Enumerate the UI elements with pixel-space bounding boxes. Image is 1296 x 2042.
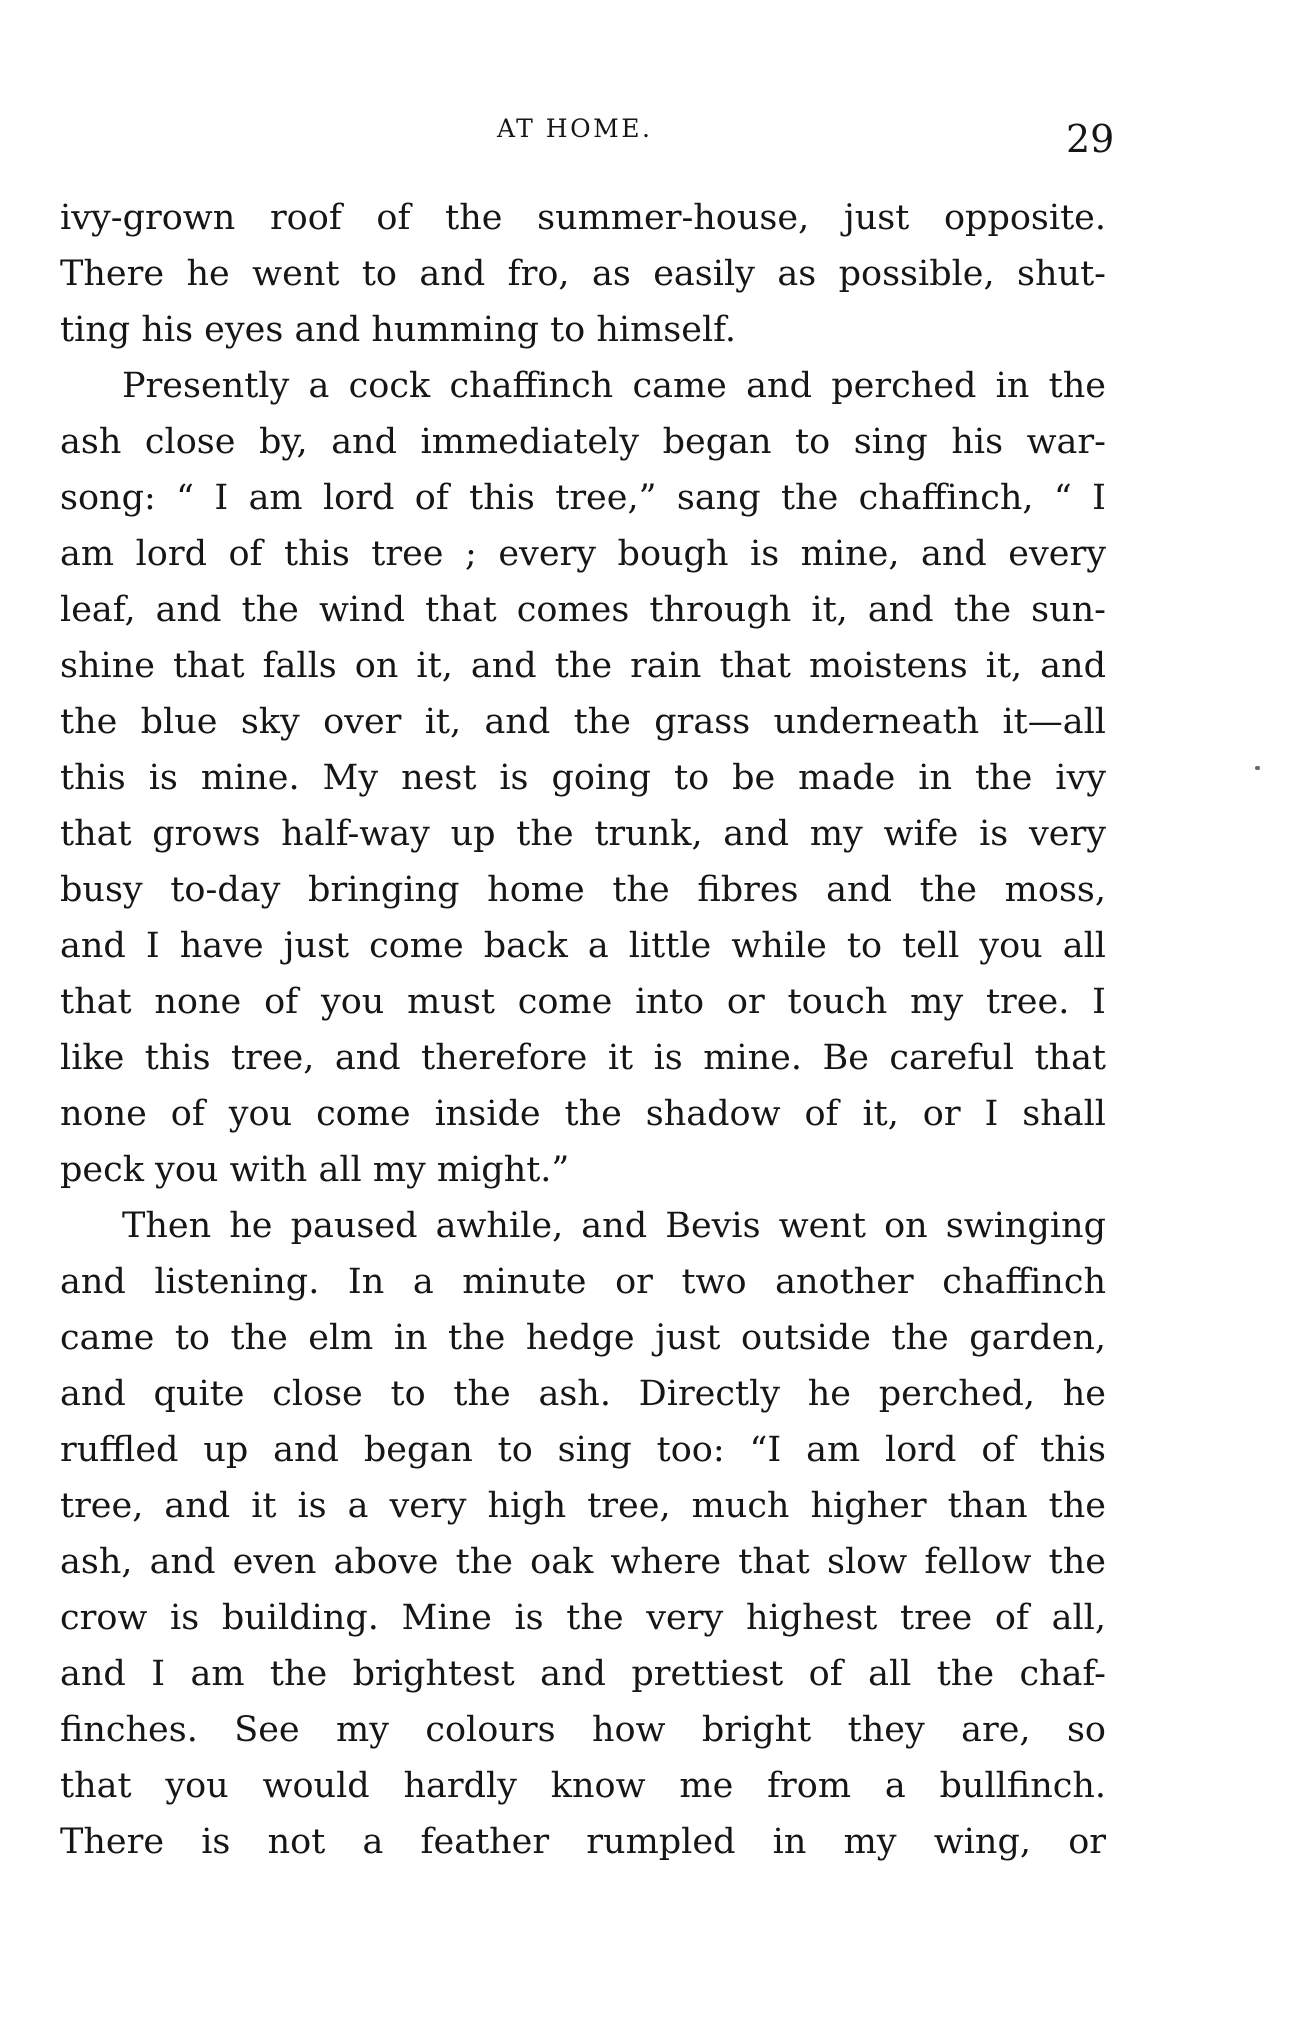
text-line: and quite close to the ash. Directly he perched, he bbox=[60, 1374, 1106, 1414]
text-line: and listening. In a minute or two another chaffinch bbox=[60, 1262, 1106, 1302]
text-line: and I have just come back a little while to tell you all bbox=[60, 926, 1106, 966]
text-line: There is not a feather rumpled in my wing, or bbox=[60, 1822, 1106, 1862]
text-line: am lord of this tree ; every bough is mine, and every bbox=[60, 534, 1106, 574]
paragraph-3 bbox=[60, 1198, 1106, 1870]
text-line: that none of you must come into or touch my tree. I bbox=[60, 982, 1106, 1022]
text-line: this is mine. My nest is going to be made in the ivy bbox=[60, 758, 1106, 798]
text-line: song: “ I am lord of this tree,” sang the chaffinch, “ I bbox=[60, 478, 1106, 518]
text-line: ting his eyes and humming to himself. bbox=[60, 310, 736, 350]
text-line: that you would hardly know me from a bullfinch. bbox=[60, 1766, 1106, 1806]
body-text bbox=[60, 190, 1106, 1870]
text-line: Then he paused awhile, and Bevis went on swinging bbox=[122, 1206, 1106, 1246]
text-line: ash close by, and immediately began to sing his war- bbox=[60, 422, 1106, 462]
text-line: came to the elm in the hedge just outside the garden, bbox=[60, 1318, 1106, 1358]
text-line: ruffled up and began to sing too: “I am lord of this bbox=[60, 1430, 1106, 1470]
text-line: ivy-grown roof of the summer-house, just opposite. bbox=[60, 198, 1106, 238]
text-line: that grows half-way up the trunk, and my wife is very bbox=[60, 814, 1106, 854]
text-line: the blue sky over it, and the grass underneath it—all bbox=[60, 702, 1106, 742]
paragraph-1 bbox=[60, 190, 1106, 358]
text-line: and I am the brightest and prettiest of all the chaf- bbox=[60, 1654, 1106, 1694]
paragraph-2 bbox=[60, 358, 1106, 1198]
page-number: 29 bbox=[1066, 117, 1115, 161]
text-line: shine that falls on it, and the rain that moistens it, and bbox=[60, 646, 1106, 686]
ink-speck bbox=[1255, 766, 1260, 770]
running-head: AT HOME. bbox=[497, 114, 653, 143]
text-line: ash, and even above the oak where that slow fellow the bbox=[60, 1542, 1106, 1582]
text-line: leaf, and the wind that comes through it, and the sun- bbox=[60, 590, 1106, 630]
text-line: tree, and it is a very high tree, much higher than the bbox=[60, 1486, 1106, 1526]
text-line: finches. See my colours how bright they are, so bbox=[60, 1710, 1106, 1750]
text-line: There he went to and fro, as easily as possible, shut- bbox=[60, 254, 1106, 294]
text-line: none of you come inside the shadow of it, or I shall bbox=[60, 1094, 1106, 1134]
text-line: peck you with all my might.” bbox=[60, 1150, 570, 1190]
text-line: busy to-day bringing home the fibres and the moss, bbox=[60, 870, 1106, 910]
text-line: like this tree, and therefore it is mine. Be careful that bbox=[60, 1038, 1106, 1078]
text-line: crow is building. Mine is the very highest tree of all, bbox=[60, 1598, 1106, 1638]
text-line: Presently a cock chaffinch came and perched in the bbox=[122, 366, 1106, 406]
